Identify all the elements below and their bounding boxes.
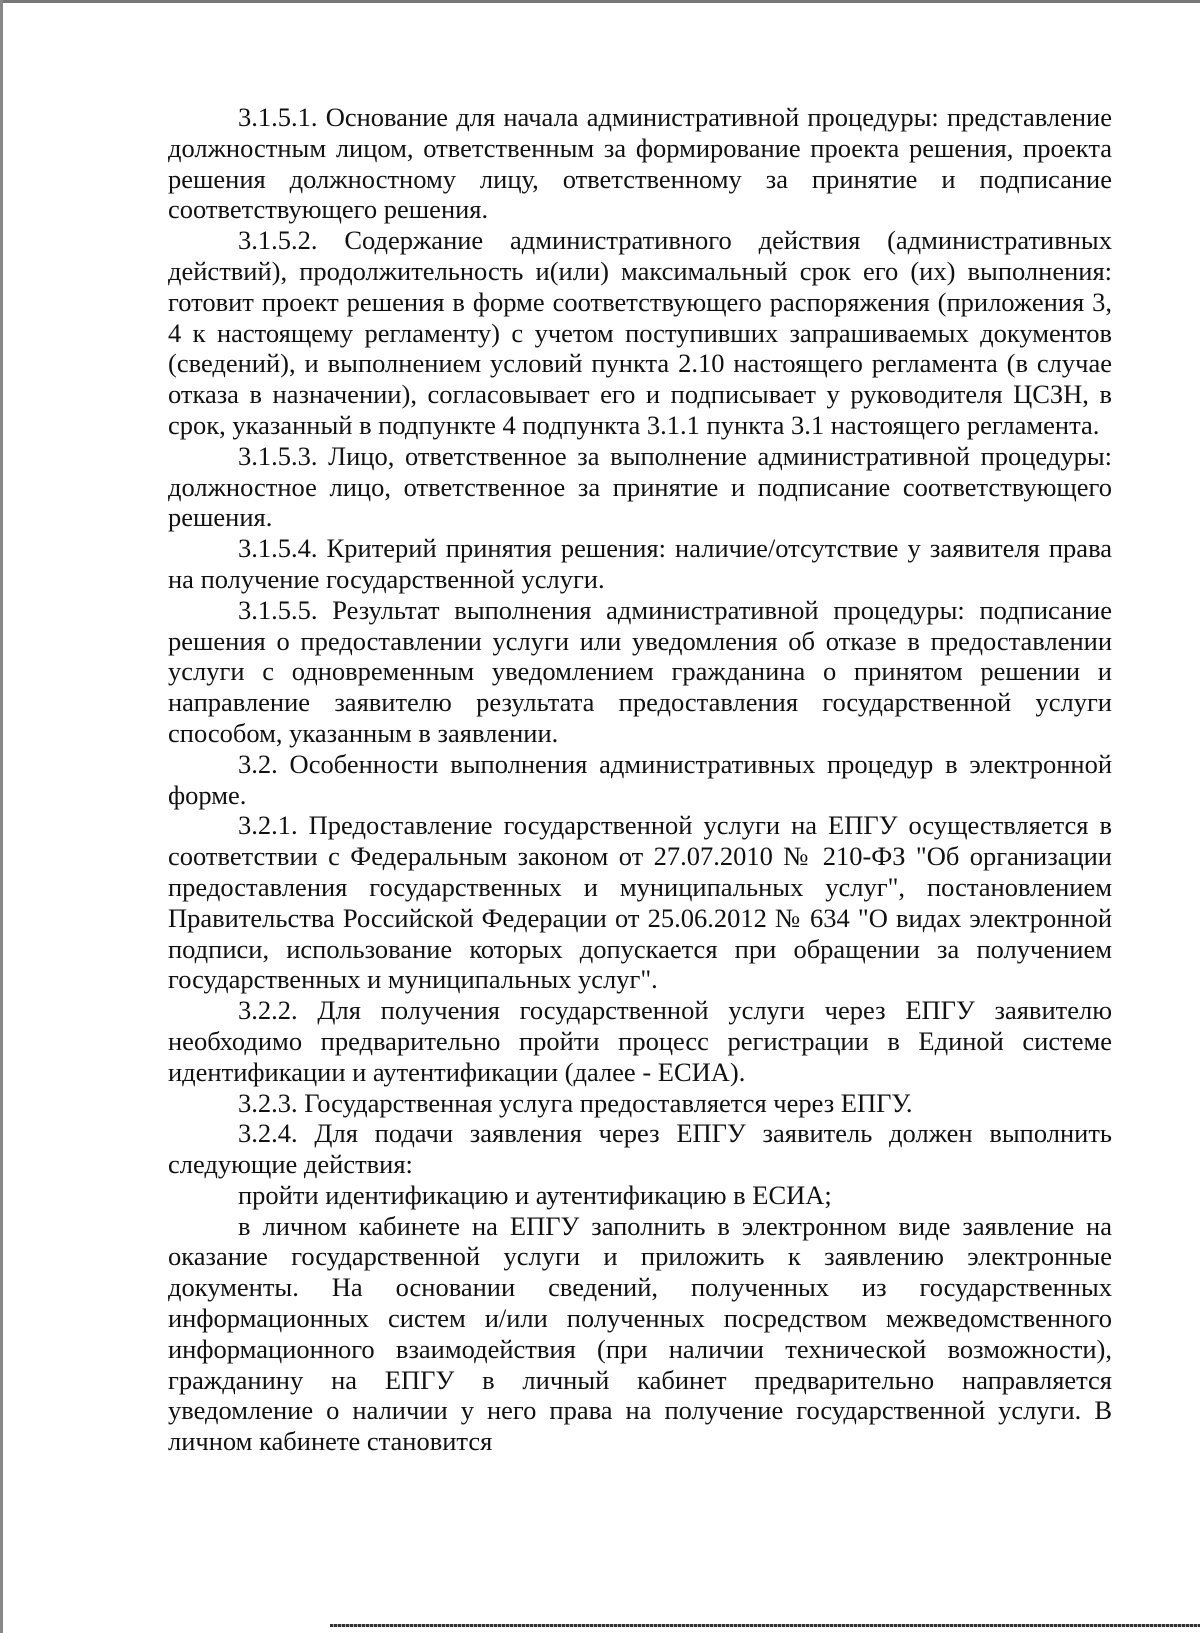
paragraph-3-1-5-2: 3.1.5.2. Содержание административного действия (административных действий), продолжительность и(или) максимальный срок его (их) выполнения: готовит проект решения в форме соответствующего распоряжения (приложения 3, 4 к настоящему регламенту) с учетом поступивших запрашиваемых документов (сведений), и выполнением условий пункта 2.10 настоящего регламента (в случае отказа в назначении), согласовывает его и подписывает у руководителя ЦСЗН, в срок, указанный в подпункте 4 подпункта 3.1.1 пункта 3.1 настоящего регламента. [168, 225, 1112, 440]
paragraph-3-2-3: 3.2.3. Государственная услуга предоставляется через ЕПГУ. [238, 1087, 913, 1118]
document-body [168, 102, 1112, 1457]
scan-edge-top [0, 0, 1200, 3]
paragraph-esia-step: пройти идентификацию и аутентификацию в ЕСИА; [238, 1179, 832, 1210]
paragraph-3-2-1: 3.2.1. Предоставление государственной услуги на ЕПГУ осуществляется в соответствии с Федеральным законом от 27.07.2010 № 210-ФЗ "Об организации предоставления государственных и муниципальных услуг", постановлением Правительства Российской Федерации от 25.06.2012 № 634 "О видах электронной подписи, использование которых допускается при обращении за получением государственных и муниципальных услуг". [168, 810, 1112, 995]
paragraph-3-2: 3.2. Особенности выполнения административных процедур в электронной форме. [168, 748, 1112, 810]
paragraph-3-1-5-5: 3.1.5.5. Результат выполнения административной процедуры: подписание решения о предоставлении услуги или уведомления об отказе в предоставлении услуги с одновременным уведомлением гражданина о принятом решении и направление заявителю результата предоставления государственной услуги способом, указанным в заявлении. [168, 594, 1112, 748]
paragraph-3-1-5-4: 3.1.5.4. Критерий принятия решения: наличие/отсутствие у заявителя права на получение государственной услуги. [168, 533, 1112, 594]
paragraph-3-2-2: 3.2.2. Для получения государственной услуги через ЕПГУ заявителю необходимо предварительно пройти процесс регистрации в Единой системе идентификации и аутентификации (далее - ЕСИА). [168, 995, 1112, 1087]
paragraph-3-1-5-1: 3.1.5.1. Основание для начала административной процедуры: представление должностным лицом, ответственным за формирование проекта решения, проекта решения должностному лицу, ответственному за принятие и подписание соответствующего решения. [168, 102, 1112, 225]
paragraph-3-1-5-3: 3.1.5.3. Лицо, ответственное за выполнение административной процедуры: должностное лицо, ответственное за принятие и подписание соответствующего решения. [168, 440, 1112, 533]
paragraph-cabinet-step: в личном кабинете на ЕПГУ заполнить в электронном виде заявление на оказание государственной услуги и приложить к заявлению электронные документы. На основании сведений, полученных из государственных информационных систем и/или полученных посредством межведомственного информационного взаимодействия (при наличии технической возможности), гражданину на ЕПГУ в личный кабинет предварительно направляется уведомление о наличии у него права на получение государственной услуги. В личном кабинете становится [168, 1210, 1112, 1457]
scan-edge-bottom [330, 1624, 1200, 1627]
scan-edge-left [0, 0, 3, 1633]
paragraph-3-2-4: 3.2.4. Для подачи заявления через ЕПГУ заявитель должен выполнить следующие действия: [168, 1118, 1112, 1180]
